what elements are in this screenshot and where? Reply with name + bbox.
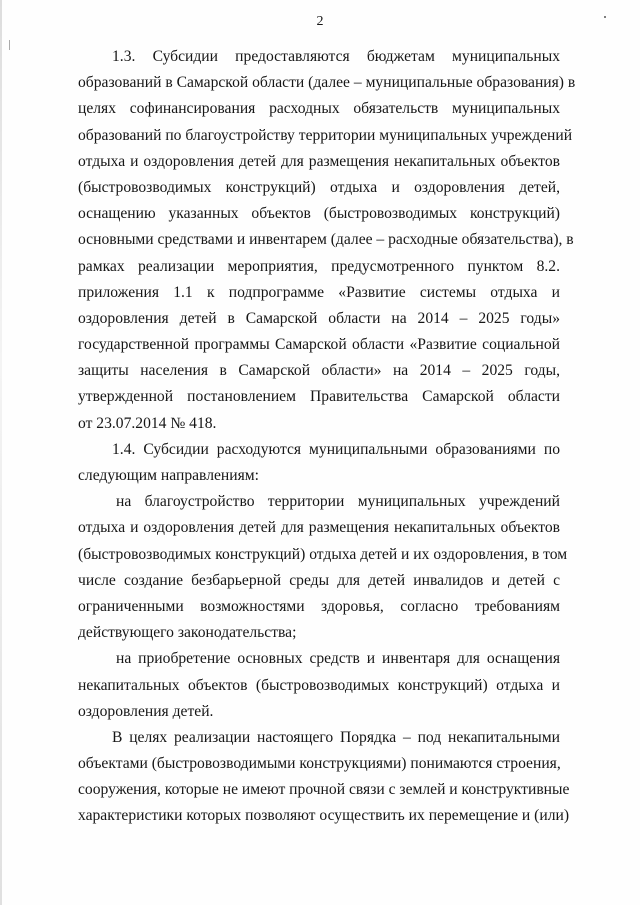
text-line: отдыха и оздоровления детей для размещения некапитальных объектов	[78, 152, 560, 170]
text-line: характеристики которых позволяют осуществить их перемещение и (или)	[78, 807, 570, 825]
text-line: целях софинансирования расходных обязательств муниципальных	[78, 100, 560, 118]
text-line: 1.3. Субсидии предоставляются бюджетам муниципальных	[112, 48, 560, 65]
scan-edge	[0, 0, 2, 905]
text-line: числе создание безбарьерной среды для детей инвалидов и детей с	[78, 571, 560, 589]
paragraph-p14a	[78, 489, 568, 646]
text-line: оснащению указанных объектов (быстровозводимых конструкций)	[78, 205, 560, 223]
text-line: оздоровления детей.	[78, 702, 214, 720]
text-line: приложения 1.1 к подпрограмме «Развитие системы отдыха и	[78, 283, 560, 301]
text-line: сооружения, которые не имеют прочной связи с землей и конструктивные	[78, 781, 570, 799]
text-line: оздоровления детей в Самарской области на 2014 – 2025 годы»	[78, 309, 560, 327]
text-line: рамках реализации мероприятия, предусмотренного пунктом 8.2.	[78, 257, 560, 275]
paragraph-p13	[78, 44, 576, 437]
text-line: некапитальных объектов (быстровозводимых конструкций) отдыха и	[78, 676, 560, 694]
text-line: действующего законодательства;	[78, 624, 297, 642]
document-body	[78, 44, 576, 830]
text-line: (быстровозводимых конструкций) отдыха и оздоровления детей,	[78, 178, 560, 196]
paragraph-p14	[78, 437, 560, 489]
text-line: объектами (быстровозводимыми конструкциями) понимаются строения,	[78, 755, 561, 773]
text-line: отдыха и оздоровления детей для размещения некапитальных объектов	[78, 519, 560, 537]
text-line: основными средствами и инвентарем (далее – расходные обязательства), в	[78, 231, 574, 249]
paragraph-p15	[78, 725, 570, 830]
text-line: образований в Самарской области (далее – муниципальные образования) в	[78, 74, 576, 92]
text-line: В целях реализации настоящего Порядка – под некапитальными	[112, 728, 560, 746]
text-line: ограниченными возможностями здоровья, согласно требованиям	[78, 597, 560, 615]
text-line: (быстровозводимых конструкций) отдыха детей и их оздоровления, в том	[78, 545, 568, 563]
text-line: на благоустройство территории муниципальных учреждений	[116, 493, 560, 511]
paragraph-p14b	[78, 646, 560, 725]
text-line: образований по благоустройству территории муниципальных учреждений	[78, 126, 573, 144]
page-number: 2	[316, 14, 324, 29]
text-line: от 23.07.2014 № 418.	[78, 414, 217, 432]
text-line: на приобретение основных средств и инвентаря для оснащения	[116, 650, 560, 668]
text-line: следующим направлениям:	[78, 467, 259, 484]
text-line: 1.4. Субсидии расходуются муниципальными образованиями по	[112, 440, 560, 458]
text-line: защиты населения в Самарской области» на 2014 – 2025 годы,	[78, 362, 560, 380]
text-line: утвержденной постановлением Правительства Самарской области	[78, 388, 560, 406]
text-line: государственной программы Самарской области «Развитие социальной	[78, 336, 560, 354]
scan-speck	[9, 40, 10, 50]
